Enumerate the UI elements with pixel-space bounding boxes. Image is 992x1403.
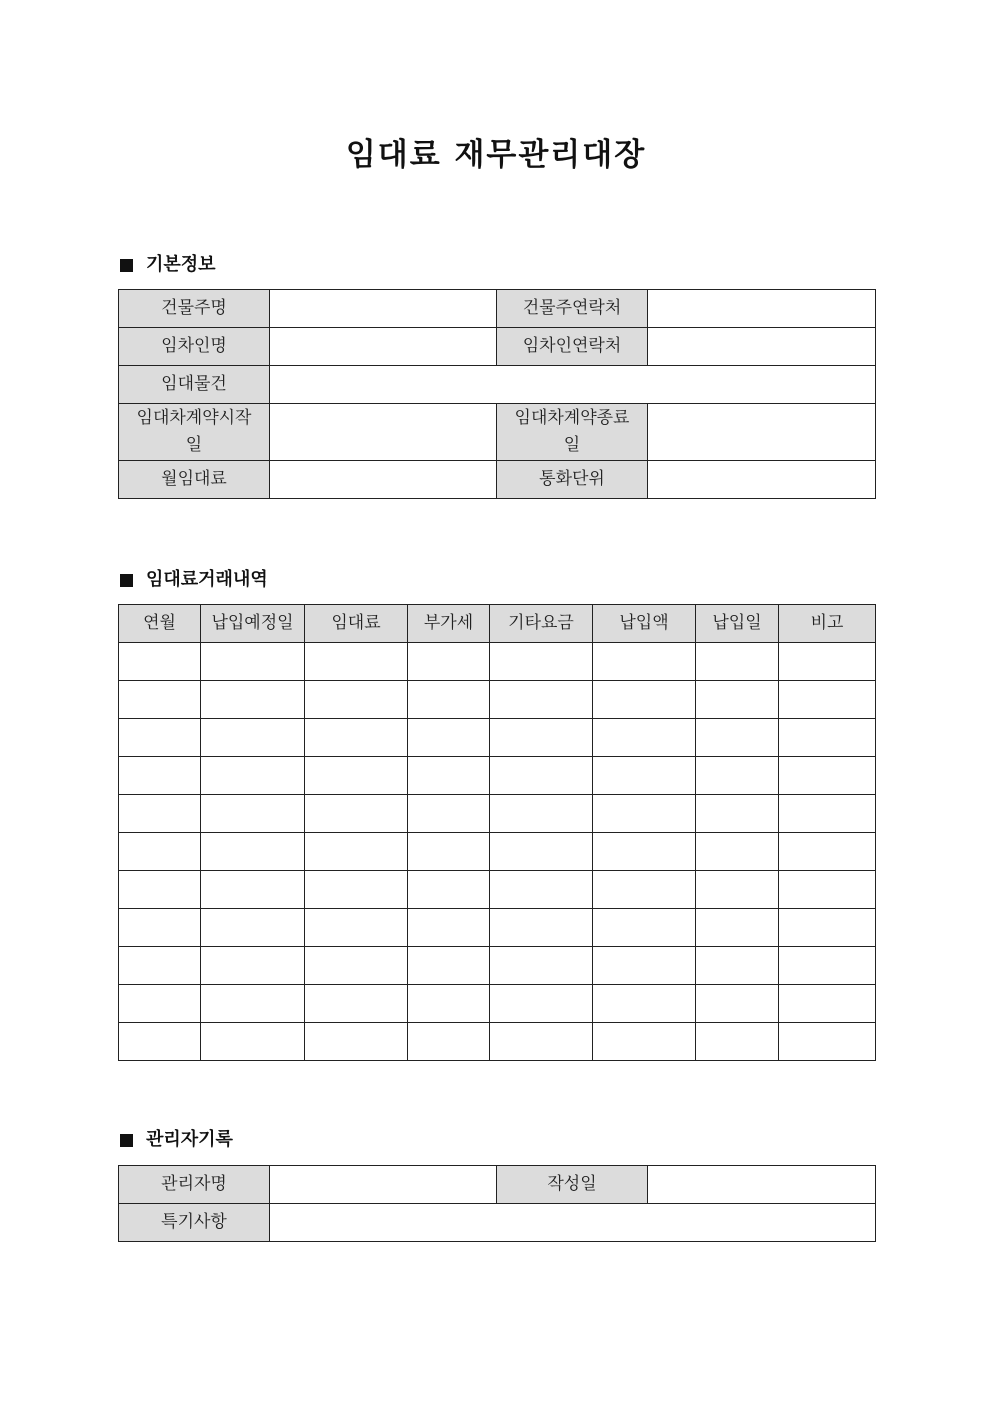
property-label: 임대물건 bbox=[119, 366, 270, 404]
table-cell[interactable] bbox=[201, 985, 305, 1023]
table-cell[interactable] bbox=[779, 909, 876, 947]
table-cell[interactable] bbox=[119, 985, 201, 1023]
building-owner-contact-field[interactable] bbox=[648, 290, 876, 328]
table-cell[interactable] bbox=[119, 757, 201, 795]
table-row bbox=[119, 871, 876, 909]
square-bullet-icon bbox=[120, 574, 133, 587]
monthly-rent-label: 월임대료 bbox=[119, 461, 270, 499]
table-row bbox=[119, 757, 876, 795]
building-owner-label: 건물주명 bbox=[119, 290, 270, 328]
section-heading-manager bbox=[118, 1127, 233, 1153]
written-date-label: 작성일 bbox=[497, 1166, 648, 1204]
table-cell[interactable] bbox=[593, 985, 696, 1023]
table-cell[interactable] bbox=[593, 757, 696, 795]
table-cell[interactable] bbox=[779, 719, 876, 757]
table-cell[interactable] bbox=[408, 909, 490, 947]
table-cell[interactable] bbox=[490, 833, 593, 871]
table-row bbox=[119, 290, 876, 328]
table-cell[interactable] bbox=[305, 643, 408, 681]
section-heading-basic-info bbox=[118, 252, 216, 278]
manager-table bbox=[118, 1165, 876, 1242]
table-cell[interactable] bbox=[779, 795, 876, 833]
table-cell[interactable] bbox=[696, 1023, 779, 1061]
column-header: 부가세 bbox=[408, 605, 490, 643]
table-header-row bbox=[119, 605, 876, 643]
table-cell[interactable] bbox=[305, 795, 408, 833]
table-cell[interactable] bbox=[593, 833, 696, 871]
table-cell[interactable] bbox=[490, 681, 593, 719]
column-header: 납입액 bbox=[593, 605, 696, 643]
notes-label: 특기사항 bbox=[119, 1204, 270, 1242]
table-cell[interactable] bbox=[490, 1023, 593, 1061]
table-cell[interactable] bbox=[305, 1023, 408, 1061]
table-cell[interactable] bbox=[779, 871, 876, 909]
table-cell[interactable] bbox=[119, 681, 201, 719]
label-line: 임대차계약종료 bbox=[514, 408, 630, 428]
table-row bbox=[119, 833, 876, 871]
table-cell[interactable] bbox=[408, 643, 490, 681]
table-cell[interactable] bbox=[408, 1023, 490, 1061]
table-cell[interactable] bbox=[201, 947, 305, 985]
table-row bbox=[119, 947, 876, 985]
table-cell[interactable] bbox=[119, 643, 201, 681]
table-cell[interactable] bbox=[408, 985, 490, 1023]
contract-end-date-label bbox=[497, 404, 648, 461]
table-cell[interactable] bbox=[119, 909, 201, 947]
tenant-label: 임차인명 bbox=[119, 328, 270, 366]
table-cell[interactable] bbox=[593, 909, 696, 947]
table-cell[interactable] bbox=[490, 719, 593, 757]
transactions-table bbox=[118, 604, 876, 1061]
table-cell[interactable] bbox=[201, 643, 305, 681]
table-cell[interactable] bbox=[201, 681, 305, 719]
contract-start-date-field[interactable] bbox=[270, 404, 497, 461]
table-cell[interactable] bbox=[490, 909, 593, 947]
written-date-field[interactable] bbox=[648, 1166, 876, 1204]
square-bullet-icon bbox=[120, 259, 133, 272]
table-cell[interactable] bbox=[696, 947, 779, 985]
column-header: 납입일 bbox=[696, 605, 779, 643]
table-cell[interactable] bbox=[490, 871, 593, 909]
currency-label: 통화단위 bbox=[497, 461, 648, 499]
label-line: 일 bbox=[185, 435, 203, 455]
table-cell[interactable] bbox=[490, 985, 593, 1023]
contract-end-date-field[interactable] bbox=[648, 404, 876, 461]
section-heading-label: 기본정보 bbox=[146, 254, 216, 275]
table-cell[interactable] bbox=[779, 833, 876, 871]
currency-field[interactable] bbox=[648, 461, 876, 499]
table-cell[interactable] bbox=[593, 795, 696, 833]
table-cell[interactable] bbox=[408, 719, 490, 757]
tenant-contact-field[interactable] bbox=[648, 328, 876, 366]
column-header: 연월 bbox=[119, 605, 201, 643]
table-cell[interactable] bbox=[305, 757, 408, 795]
table-cell[interactable] bbox=[408, 871, 490, 909]
table-cell[interactable] bbox=[696, 719, 779, 757]
table-cell[interactable] bbox=[408, 681, 490, 719]
table-cell[interactable] bbox=[779, 643, 876, 681]
table-row bbox=[119, 461, 876, 499]
table-cell[interactable] bbox=[305, 909, 408, 947]
table-cell[interactable] bbox=[779, 947, 876, 985]
section-heading-label: 관리자기록 bbox=[146, 1129, 233, 1150]
table-cell[interactable] bbox=[696, 909, 779, 947]
table-cell[interactable] bbox=[779, 1023, 876, 1061]
table-cell[interactable] bbox=[408, 757, 490, 795]
table-cell[interactable] bbox=[119, 1023, 201, 1061]
table-cell[interactable] bbox=[779, 757, 876, 795]
column-header: 비고 bbox=[779, 605, 876, 643]
table-row bbox=[119, 1166, 876, 1204]
basic-info-table bbox=[118, 289, 876, 499]
table-cell[interactable] bbox=[305, 833, 408, 871]
property-field[interactable] bbox=[270, 366, 876, 404]
table-cell[interactable] bbox=[305, 681, 408, 719]
table-cell[interactable] bbox=[593, 947, 696, 985]
table-cell[interactable] bbox=[408, 833, 490, 871]
table-cell[interactable] bbox=[779, 985, 876, 1023]
column-header: 임대료 bbox=[305, 605, 408, 643]
table-cell[interactable] bbox=[696, 757, 779, 795]
table-cell[interactable] bbox=[696, 643, 779, 681]
table-cell[interactable] bbox=[593, 719, 696, 757]
tenant-contact-label: 임차인연락처 bbox=[497, 328, 648, 366]
building-owner-field[interactable] bbox=[270, 290, 497, 328]
notes-field[interactable] bbox=[270, 1204, 876, 1242]
table-row bbox=[119, 1204, 876, 1242]
table-cell[interactable] bbox=[201, 1023, 305, 1061]
label-line: 일 bbox=[563, 435, 581, 455]
table-cell[interactable] bbox=[490, 795, 593, 833]
table-cell[interactable] bbox=[490, 757, 593, 795]
table-cell[interactable] bbox=[201, 871, 305, 909]
table-cell[interactable] bbox=[593, 1023, 696, 1061]
table-row bbox=[119, 795, 876, 833]
tenant-field[interactable] bbox=[270, 328, 497, 366]
table-row bbox=[119, 643, 876, 681]
table-cell[interactable] bbox=[696, 681, 779, 719]
table-row bbox=[119, 681, 876, 719]
table-cell[interactable] bbox=[779, 681, 876, 719]
table-cell[interactable] bbox=[201, 909, 305, 947]
table-row bbox=[119, 366, 876, 404]
table-cell[interactable] bbox=[593, 681, 696, 719]
table-cell[interactable] bbox=[490, 947, 593, 985]
monthly-rent-field[interactable] bbox=[270, 461, 497, 499]
table-cell[interactable] bbox=[201, 795, 305, 833]
column-header: 납입예정일 bbox=[201, 605, 305, 643]
square-bullet-icon bbox=[120, 1134, 133, 1147]
table-cell[interactable] bbox=[593, 643, 696, 681]
table-cell[interactable] bbox=[696, 833, 779, 871]
table-cell[interactable] bbox=[696, 871, 779, 909]
table-row bbox=[119, 719, 876, 757]
building-owner-contact-label: 건물주연락처 bbox=[497, 290, 648, 328]
table-cell[interactable] bbox=[119, 947, 201, 985]
table-cell[interactable] bbox=[408, 795, 490, 833]
table-row bbox=[119, 328, 876, 366]
table-row bbox=[119, 909, 876, 947]
table-cell[interactable] bbox=[408, 947, 490, 985]
table-cell[interactable] bbox=[119, 833, 201, 871]
table-cell[interactable] bbox=[119, 719, 201, 757]
table-row bbox=[119, 985, 876, 1023]
table-cell[interactable] bbox=[201, 719, 305, 757]
table-cell[interactable] bbox=[305, 871, 408, 909]
table-cell[interactable] bbox=[119, 871, 201, 909]
manager-name-field[interactable] bbox=[270, 1166, 497, 1204]
label-line: 임대차계약시작 bbox=[136, 408, 252, 428]
table-cell[interactable] bbox=[201, 757, 305, 795]
contract-start-date-label bbox=[119, 404, 270, 461]
table-cell[interactable] bbox=[490, 643, 593, 681]
table-cell[interactable] bbox=[305, 947, 408, 985]
table-cell[interactable] bbox=[305, 719, 408, 757]
page-title: 임대료 재무관리대장 bbox=[345, 137, 647, 173]
table-cell[interactable] bbox=[201, 833, 305, 871]
table-row bbox=[119, 1023, 876, 1061]
manager-name-label: 관리자명 bbox=[119, 1166, 270, 1204]
section-heading-transactions bbox=[118, 567, 268, 593]
column-header: 기타요금 bbox=[490, 605, 593, 643]
table-cell[interactable] bbox=[305, 985, 408, 1023]
table-cell[interactable] bbox=[119, 795, 201, 833]
table-cell[interactable] bbox=[696, 985, 779, 1023]
table-cell[interactable] bbox=[696, 795, 779, 833]
table-row bbox=[119, 404, 876, 461]
table-cell[interactable] bbox=[593, 871, 696, 909]
section-heading-label: 임대료거래내역 bbox=[146, 569, 268, 590]
